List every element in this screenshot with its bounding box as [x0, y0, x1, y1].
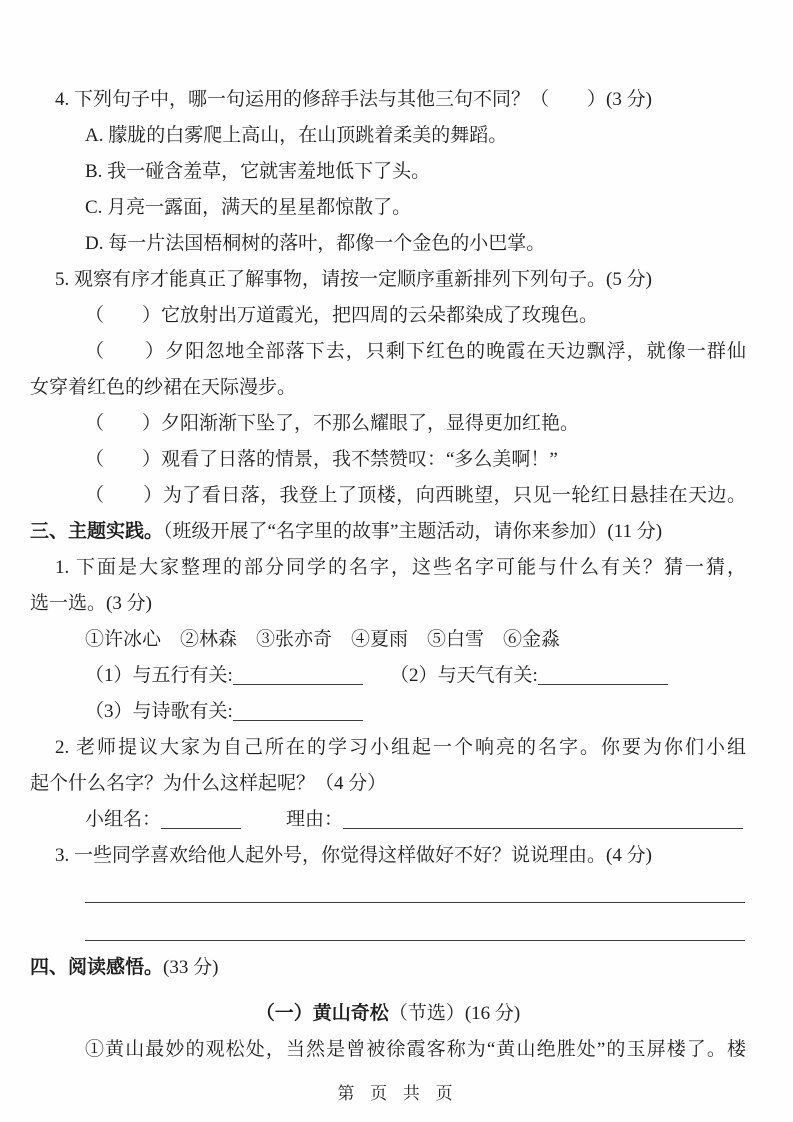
- reading-subtitle: （节选）(16 分): [388, 1003, 521, 1024]
- s3-question-2-stem-line-2: 起个什么名字？为什么这样起呢？（4 分）: [30, 773, 387, 794]
- s3-question-2-stem-line-1: 2. 老师提议大家为自己所在的学习小组起一个响亮的名字。你要为你们小组: [55, 737, 746, 758]
- blank-label-five-elements: （1）与五行有关:: [85, 665, 233, 686]
- answer-blank-poetry: [233, 700, 363, 721]
- question-4-option-b: B. 我一碰含羞草，它就害羞地低下了头。: [85, 161, 431, 182]
- s3-question-1-names: ①许冰心 ②林森 ③张亦奇 ④夏雨 ⑤白雪 ⑥金淼: [85, 629, 561, 650]
- section-3-note: （班级开展了“名字里的故事”主题活动，请你来参加）(11 分): [163, 521, 663, 542]
- question-5-item-5: （ ）为了看日落，我登上了顶楼，向西眺望，只见一轮红日悬挂在天边。: [85, 485, 746, 506]
- question-5-item-2-line-2: 女穿着红色的纱裙在天际漫步。: [30, 377, 297, 398]
- page-footer: 第 页 共 页: [337, 1084, 456, 1103]
- answer-blank-weather: [538, 664, 668, 685]
- s3-question-1-stem-line-1: 1. 下面是大家整理的部分同学的名字，这些名字可能与什么有关？猜一猜，: [55, 557, 746, 578]
- blank-label-weather: （2）与天气有关:: [390, 665, 538, 686]
- question-5-item-3: （ ）夕阳渐渐下坠了，不那么耀眼了，显得更加红艳。: [85, 413, 580, 434]
- question-5-item-1: （ ）它放射出万道霞光，把四周的云朵都染成了玫瑰色。: [85, 305, 599, 326]
- section-4-heading: [30, 950, 746, 986]
- section-4-title: 四、阅读感悟。: [30, 957, 164, 978]
- s3-question-1-blanks-row-2: [30, 694, 746, 730]
- question-5-item-2-line-1: （ ）夕阳忽地全部落下去，只剩下红色的晚霞在天边飘浮，就像一群仙: [85, 341, 746, 362]
- question-4-stem: 4. 下列句子中，哪一句运用的修辞手法与其他三句不同？（ ）(3 分): [55, 89, 652, 110]
- answer-blank-line: [85, 874, 745, 903]
- reading-title: 黄山奇松: [312, 1003, 389, 1024]
- reason-label: 理由：: [286, 809, 344, 830]
- group-name-label: 小组名：: [85, 809, 162, 830]
- s3-question-1-blanks-row-1: [30, 658, 746, 694]
- reading-number: （一）: [255, 1003, 313, 1024]
- s3-question-1-stem-line-2: 选一选。(3 分): [30, 593, 152, 614]
- s3-question-3-stem: 3. 一些同学喜欢给他人起外号，你觉得这样做好不好？说说理由。(4 分): [55, 845, 652, 866]
- reading-passage-heading: [30, 996, 746, 1032]
- question-4-option-a: A. 朦胧的白雾爬上高山，在山顶跳着柔美的舞蹈。: [85, 125, 508, 146]
- section-3-heading: [30, 514, 746, 550]
- s3-question-3-answer-line-1: [30, 874, 746, 912]
- blank-label-poetry: （3）与诗歌有关:: [85, 701, 233, 722]
- answer-blank-five-elements: [233, 664, 363, 685]
- question-5-stem: 5. 观察有序才能真正了解事物，请按一定顺序重新排列下列句子。(5 分): [55, 269, 652, 290]
- question-5-item-4: （ ）观看了日落的情景，我不禁赞叹：“多么美啊！”: [85, 449, 558, 470]
- section-3-title: 三、主题实践。: [30, 521, 164, 542]
- section-4-score: (33 分): [163, 957, 219, 978]
- question-4-option-c: C. 月亮一露面，满天的星星都惊散了。: [85, 197, 412, 218]
- answer-blank-line: [85, 912, 745, 941]
- answer-blank-group-name: [161, 808, 241, 829]
- answer-blank-reason: [343, 808, 743, 829]
- reading-paragraph-line-1: ①黄山最妙的观松处，当然是曾被徐霞客称为“黄山绝胜处”的玉屏楼了。楼: [85, 1039, 746, 1060]
- blank-group-five-elements: [85, 658, 390, 694]
- s3-question-2-answer-row: [30, 802, 746, 838]
- s3-question-3-answer-line-2: [30, 912, 746, 950]
- exam-content: [30, 82, 746, 1068]
- question-4-option-d: D. 每一片法国梧桐树的落叶，都像一个金色的小巴掌。: [85, 233, 546, 254]
